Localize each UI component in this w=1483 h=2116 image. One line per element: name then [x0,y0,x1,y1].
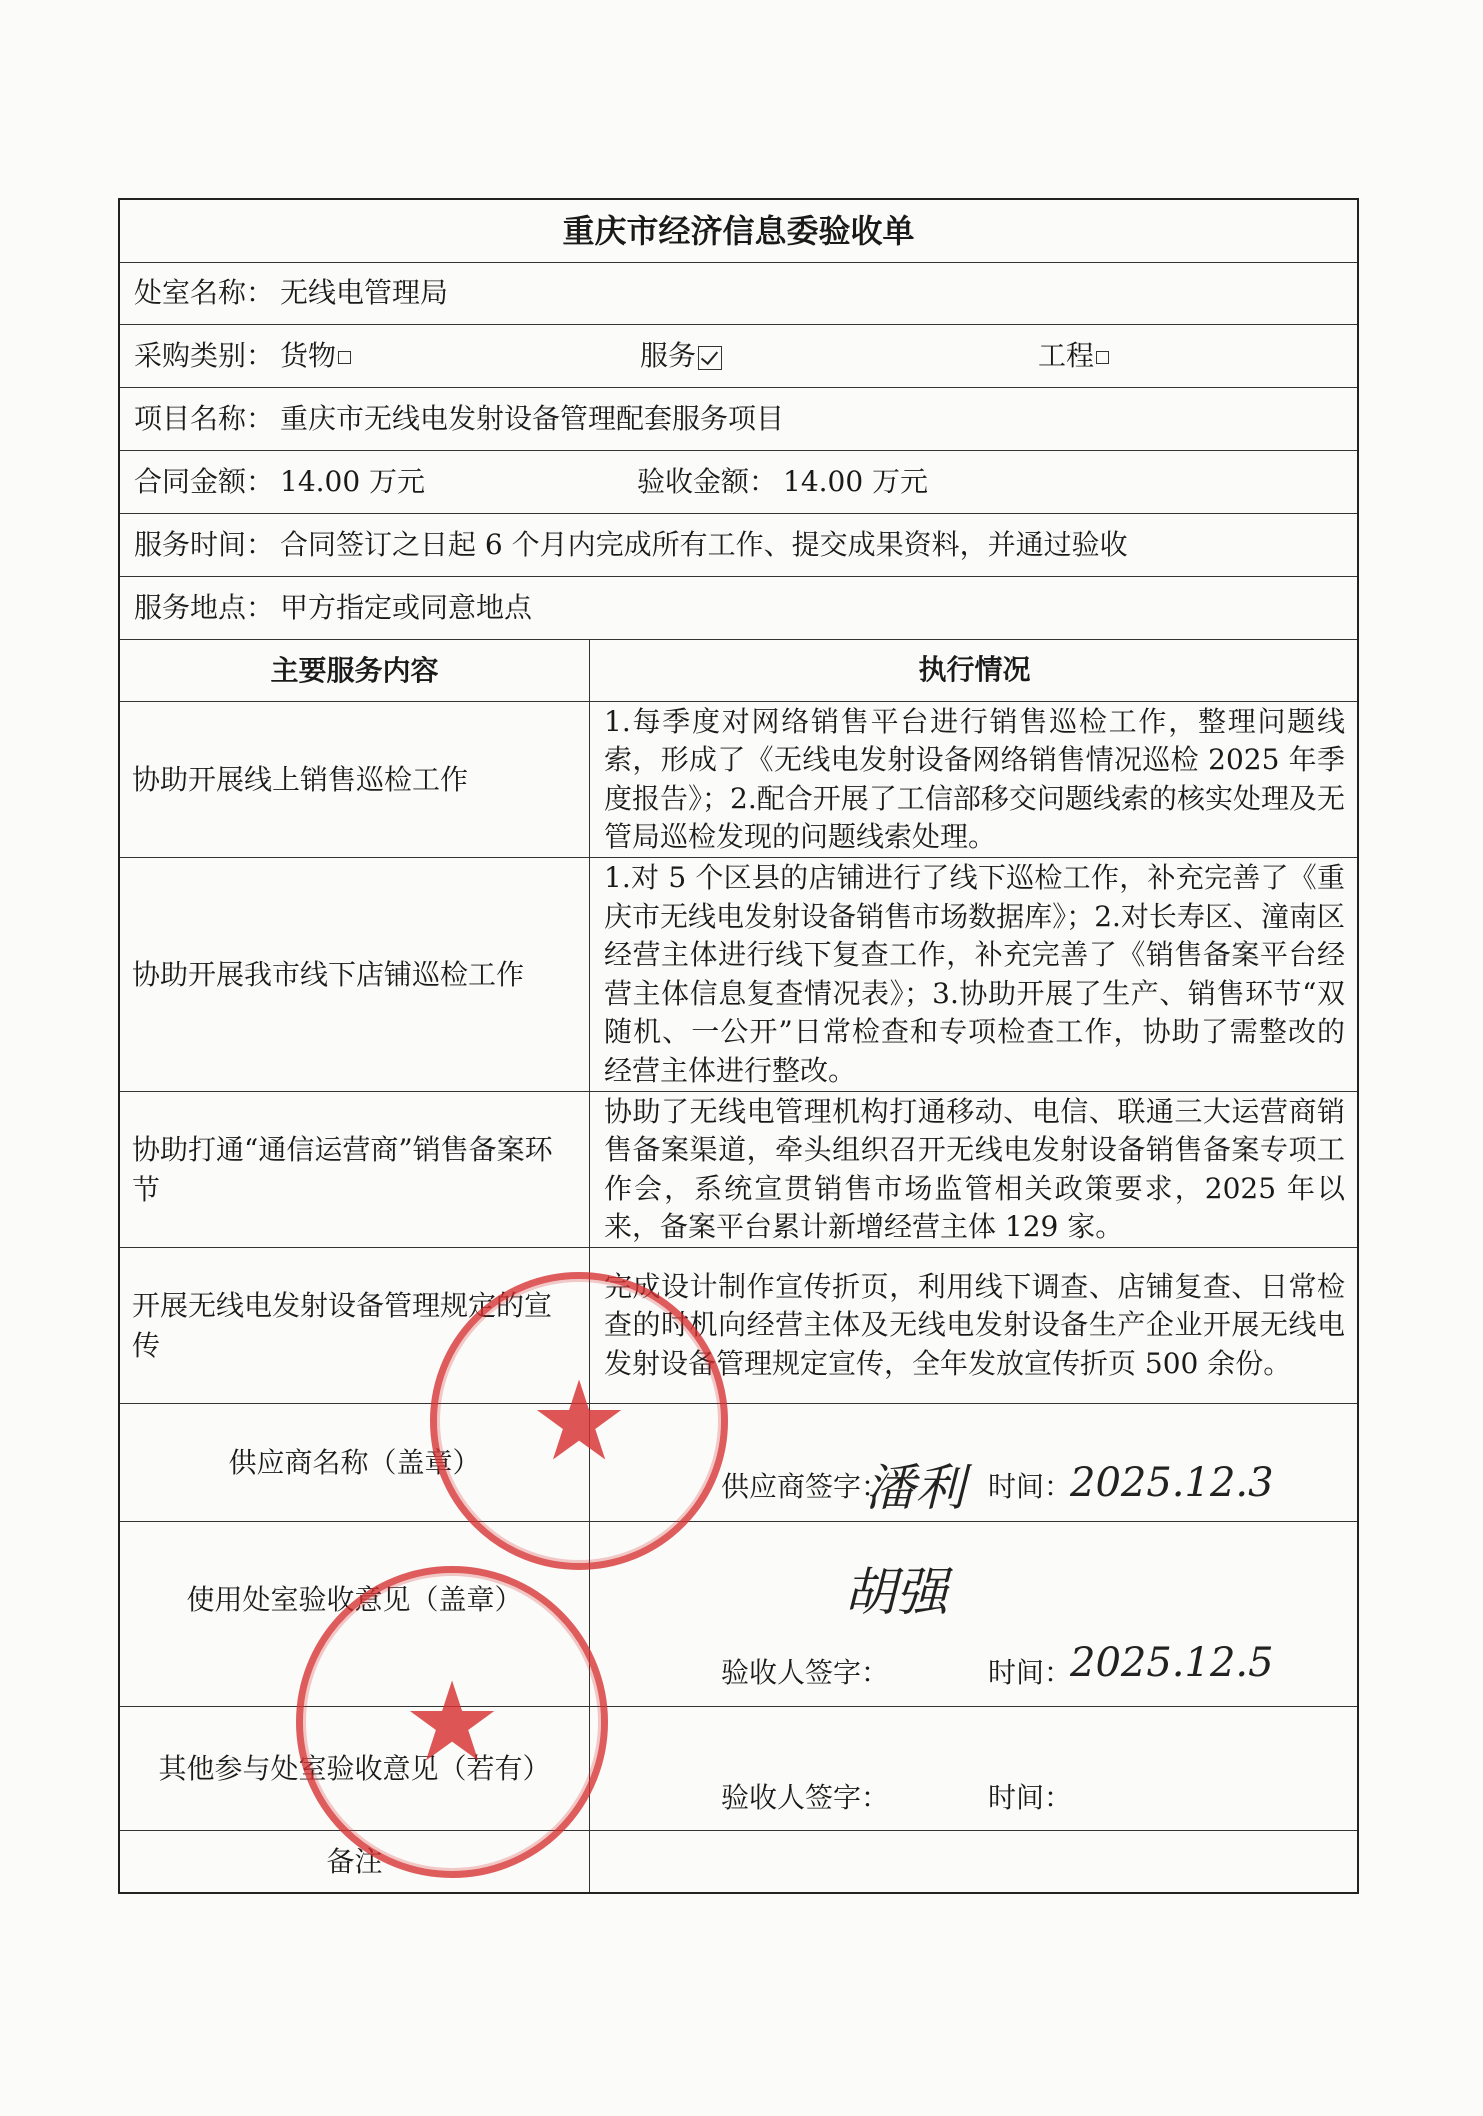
supplier-time: 2025.12.3 [1070,1460,1274,1506]
user-dept-row [120,1522,1357,1707]
goods-label: 货物 [280,339,337,372]
supplier-sign-label: 供应商签字： [721,1470,890,1503]
service-label: 服务 [640,339,697,372]
table-row [120,858,1357,1092]
service-time-label: 服务时间： [134,528,275,561]
user-dept-time-label: 时间： [988,1656,1073,1689]
table-header-row [120,640,1357,702]
service-place-label: 服务地点： [134,591,275,624]
remark-label: 备注 [326,1844,383,1878]
other-dept-sign-label: 验收人签字： [721,1781,890,1814]
project-label: 项目名称： [134,402,275,435]
dept-row [120,262,1357,325]
project-row [120,388,1357,451]
engineering-checkbox[interactable] [1096,351,1109,364]
user-dept-time: 2025.12.5 [1070,1640,1274,1686]
other-dept-time-label: 时间： [988,1781,1073,1814]
other-dept-row [120,1707,1357,1831]
service-time-row [120,514,1357,577]
table-row [120,1248,1357,1404]
service-option[interactable] [640,337,722,375]
user-dept-label: 使用处室验收意见（盖章） [186,1583,523,1616]
goods-option[interactable] [280,337,351,375]
service-place-row [120,577,1357,640]
procurement-label: 采购类别： [134,339,275,372]
item-content: 协助打通“通信运营商”销售备案环节 [132,1132,553,1206]
accept-amount: 14.00 万元 [783,465,929,498]
service-time-value: 合同签订之日起 6 个月内完成所有工作、提交成果资料，并通过验收 [280,528,1128,561]
user-dept-signature: 胡强 [844,1563,949,1623]
form-title: 重庆市经济信息委验收单 [120,200,1357,263]
table-row [120,1092,1357,1248]
item-content: 协助开展线上销售巡检工作 [132,762,469,796]
item-status: 1.每季度对网络销售平台进行销售巡检工作，整理问题线索，形成了《无线电发射设备网络销售情况巡检 2025 年季度报告》；2.配合开展了工信部移交问题线索的核实处理及无管局巡检发现的问题线索处理。 [604,704,1345,853]
accept-amount-label: 验收金额： [637,465,778,498]
service-place-value: 甲方指定或同意地点 [280,591,533,624]
table-row [120,702,1357,858]
seal-star-icon: ★ [529,1357,629,1485]
procurement-row [120,325,1357,388]
remark-row [120,1831,1357,1892]
user-dept-sign-label: 验收人签字： [721,1656,890,1689]
item-status: 完成设计制作宣传折页，利用线下调查、店铺复查、日常检查的时机向经营主体及无线电发射设备生产企业开展无线电发射设备管理规定宣传，全年发放宣传折页 500 余份。 [604,1269,1345,1380]
seal-star-icon: ★ [402,1658,502,1786]
item-status: 1.对 5 个区县的店铺进行了线下巡检工作，补充完善了《重庆市无线电发射设备销售市场数据库》；2.对长寿区、潼南区经营主体进行线下复查工作，补充完善了《销售备案平台经营主体信息复查情况表》；3.协助开展了生产、销售环节“双随机、一公开”日常检查和专项检查工作，协助了需整改的经营主体进行整改。 [604,861,1345,1087]
goods-checkbox[interactable] [338,351,351,364]
project-value: 重庆市无线电发射设备管理配套服务项目 [280,402,785,435]
supplier-row [120,1404,1357,1522]
item-content: 协助开展我市线下店铺巡检工作 [132,957,525,991]
remark-value[interactable] [590,1831,1357,1892]
other-dept-label: 其他参与处室验收意见（若有） [158,1751,551,1785]
dept-label: 处室名称： [134,276,275,309]
dept-value: 无线电管理局 [280,276,449,309]
supplier-signature: 潘利 [865,1459,965,1517]
supplier-label: 供应商名称（盖章） [228,1445,481,1479]
item-status: 协助了无线电管理机构打通移动、电信、联通三大运营商销售备案渠道，牵头组织召开无线电发射设备销售备案专项工作会，系统宣贯销售市场监管相关政策要求，2025 年以来，备案平台累计新增经营主体 129 家。 [604,1094,1345,1243]
supplier-time-label: 时间： [988,1470,1073,1503]
acceptance-table [118,198,1359,1894]
col-status-header: 执行情况 [918,653,1031,687]
contract-amount: 14.00 万元 [280,465,426,498]
item-content: 开展无线电发射设备管理规定的宣传 [132,1288,553,1362]
col-content-header: 主要服务内容 [270,653,439,687]
engineering-option[interactable] [1038,337,1109,375]
engineering-label: 工程 [1038,339,1095,372]
contract-amount-label: 合同金额： [134,465,275,498]
service-checkbox-checked[interactable] [698,346,722,370]
contract-row [120,451,1357,514]
